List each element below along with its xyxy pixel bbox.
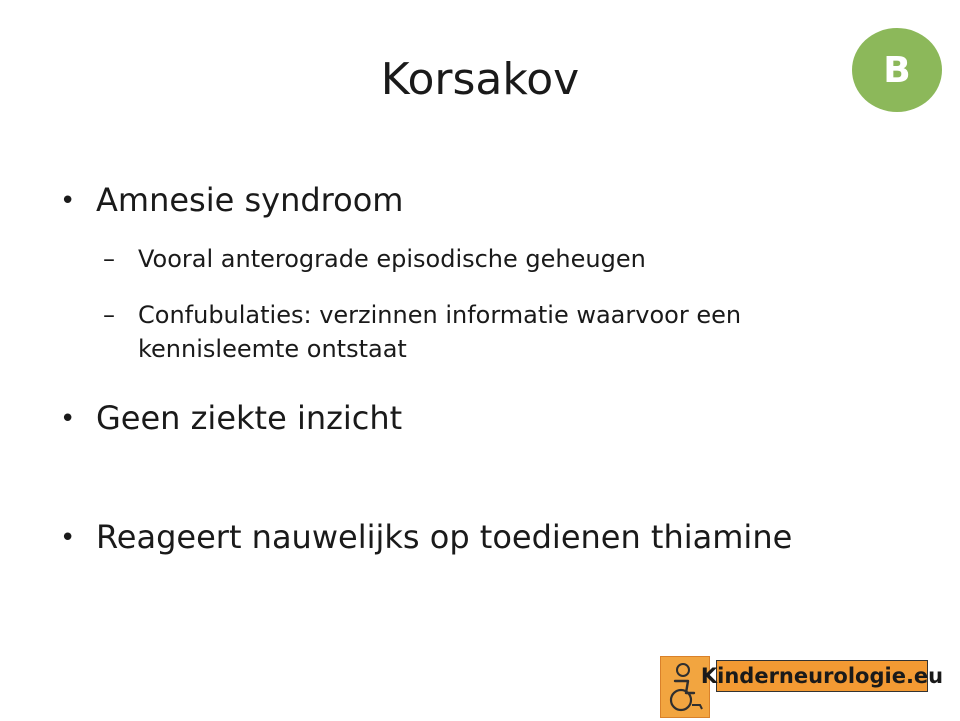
bullet-text: Amnesie syndroom [96, 181, 404, 219]
bullet-icon: • [60, 523, 76, 553]
subitem-text: Confubulaties: verzinnen informatie waarvoor een kennisleemte ontstaat [138, 301, 742, 363]
slide-title: Korsakov [380, 54, 580, 105]
subitem-text: Vooral anterograde episodische geheugen [138, 245, 646, 273]
section-badge [852, 28, 942, 112]
dash-icon: – [103, 301, 115, 329]
brand-label [700, 660, 944, 692]
bullet-icon: • [60, 186, 76, 216]
dash-icon: – [103, 245, 115, 273]
brand-text: Kinderneurologie.eu [700, 664, 944, 688]
bullet-text: Reageert nauwelijks op toedienen thiamine [96, 518, 793, 556]
section-badge-label: B [883, 49, 911, 91]
bullet-icon: • [60, 404, 76, 434]
bullet-text: Geen ziekte inzicht [96, 399, 403, 437]
